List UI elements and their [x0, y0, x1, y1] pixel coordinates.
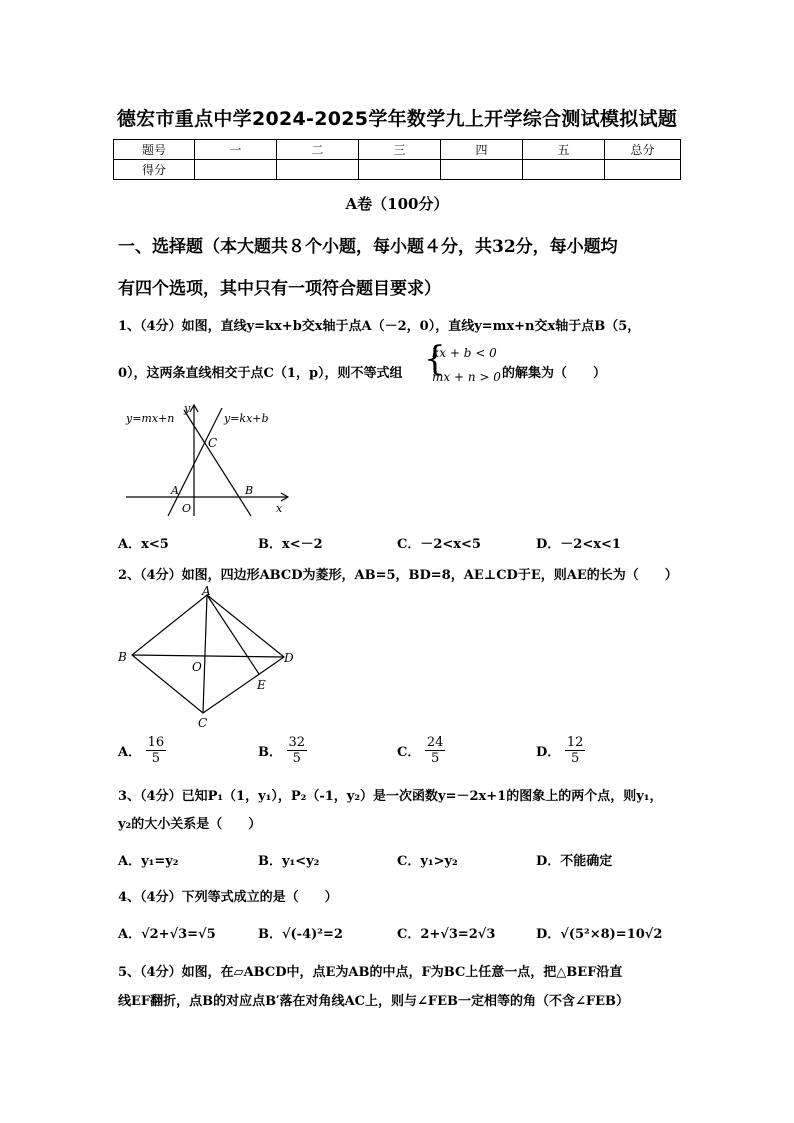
denominator: 5 — [151, 751, 161, 766]
label-o: O — [192, 660, 202, 674]
q3-option-c[interactable]: C．y₁>y₂ — [397, 854, 458, 869]
q1-option-a[interactable]: A．x<5 — [118, 537, 169, 552]
q1-option-c[interactable]: C．－2<x<5 — [397, 537, 481, 552]
label-c: C — [198, 716, 208, 730]
score-table — [113, 139, 681, 180]
q3-option-d[interactable]: D．不能确定 — [536, 854, 613, 869]
label-a: A — [202, 585, 211, 598]
fraction — [565, 735, 586, 766]
label-a: A — [171, 484, 179, 497]
diagonal-bd — [132, 655, 284, 657]
denominator: 5 — [570, 751, 580, 766]
section-heading: A卷（100分） — [345, 195, 449, 213]
q1-figure — [118, 400, 293, 520]
label-e: E — [257, 678, 266, 692]
q2-option-a[interactable] — [118, 735, 166, 766]
score-header-cell: 总分 — [605, 140, 681, 160]
numerator: 12 — [566, 735, 584, 750]
diagonal-ac — [203, 595, 207, 713]
q2-option-c-letter: C． — [397, 745, 421, 760]
denominator: 5 — [292, 751, 301, 766]
q2-option-d[interactable] — [536, 735, 585, 766]
q2-stem: 2、（4分）如图，四边形ABCD为菱形，AB=5，BD=8，AE⊥CD于E，则AE的长为（ ） — [118, 568, 678, 583]
label-o: O — [182, 502, 192, 515]
fraction — [425, 735, 446, 766]
score-cell — [359, 160, 441, 180]
q5-stem-line2: 线EF翻折，点B的对应点B′落在对角线AC上，则与∠FEB一定相等的角（不含∠FEB） — [118, 994, 630, 1009]
score-header-row — [114, 140, 681, 160]
line-kx-b — [168, 408, 222, 516]
q1-inequality-1: kx + b < 0 — [432, 346, 497, 360]
brace-symbol: { — [424, 339, 446, 379]
score-row-label: 得分 — [114, 160, 195, 180]
score-header-cell: 题号 — [114, 140, 195, 160]
q4-option-b[interactable]: B．√(-4)²=2 — [258, 927, 343, 942]
q2-option-b-letter: B． — [258, 745, 282, 760]
score-row — [114, 160, 681, 180]
score-cell — [605, 160, 681, 180]
fraction — [287, 735, 308, 766]
label-b: B — [245, 484, 254, 497]
q2-figure — [116, 585, 301, 730]
part-heading-line1: 一、选择题（本大题共８个小题，每小题４分，共32分，每小题均 — [118, 237, 618, 257]
rhombus-abcd — [132, 595, 284, 713]
q1-stem-line2b: 的解集为（ ） — [502, 366, 607, 381]
score-cell — [195, 160, 277, 180]
q4-option-d[interactable]: D．√(5²×8)=10√2 — [536, 927, 663, 942]
score-header-cell: 四 — [441, 140, 523, 160]
q3-stem-line2: y₂的大小关系是（ ） — [118, 817, 262, 832]
label-x: x — [276, 502, 283, 515]
score-cell — [441, 160, 523, 180]
q3-stem-line1: 3、（4分）已知P₁（1，y₁），P₂（-1，y₂）是一次函数y=－2x+1的图象上的两个点，则y₁， — [118, 789, 663, 804]
label-kx-b: y=kx+b — [224, 412, 269, 425]
q1-option-d[interactable]: D．－2<x<1 — [536, 537, 621, 552]
page-title: 德宏市重点中学2024-2025学年数学九上开学综合测试模拟试题 — [116, 108, 678, 130]
numerator: 32 — [288, 735, 306, 750]
q2-option-b[interactable] — [258, 735, 307, 766]
q4-stem: 4、（4分）下列等式成立的是（ ） — [118, 890, 338, 905]
q1-option-b[interactable]: B．x<－2 — [258, 537, 323, 552]
q3-option-a[interactable]: A．y₁=y₂ — [118, 854, 179, 869]
label-c: C — [208, 436, 218, 450]
q1-stem-line1: 1、（4分）如图，直线y=kx+b交x轴于点A（－2，0），直线y=mx+n交x轴于点B（5， — [118, 319, 641, 334]
q1-inequality-2: mx + n > 0 — [432, 370, 501, 384]
score-header-cell: 二 — [277, 140, 359, 160]
label-d: D — [284, 651, 294, 665]
q5-stem-line1: 5、（4分）如图，在▱ABCD中，点E为AB的中点，F为BC上任意一点，把△BEF沿直 — [118, 965, 623, 980]
score-header-cell: 一 — [195, 140, 277, 160]
score-header-cell: 三 — [359, 140, 441, 160]
q4-option-c[interactable]: C．2+√3=2√3 — [397, 927, 496, 942]
q2-option-a-letter: A． — [118, 745, 142, 760]
q4-option-a[interactable]: A．√2+√3=√5 — [118, 927, 216, 942]
q3-option-b[interactable]: B．y₁<y₂ — [258, 854, 320, 869]
denominator: 5 — [431, 751, 440, 766]
score-cell — [523, 160, 605, 180]
fraction — [146, 735, 167, 766]
q1-stem-line2a: 0），这两条直线相交于点C（1，p），则不等式组 — [118, 366, 403, 381]
q2-option-c[interactable] — [397, 735, 445, 766]
score-cell — [277, 160, 359, 180]
segment-ae — [207, 595, 259, 674]
part-heading-line2: 有四个选项，其中只有一项符合题目要求） — [118, 279, 441, 299]
q2-option-d-letter: D． — [536, 745, 561, 760]
label-mx-n: y=mx+n — [126, 412, 175, 425]
numerator: 24 — [426, 735, 444, 750]
score-header-cell: 五 — [523, 140, 605, 160]
label-b: B — [118, 650, 127, 664]
label-y: y — [184, 402, 191, 415]
numerator: 16 — [147, 735, 165, 750]
